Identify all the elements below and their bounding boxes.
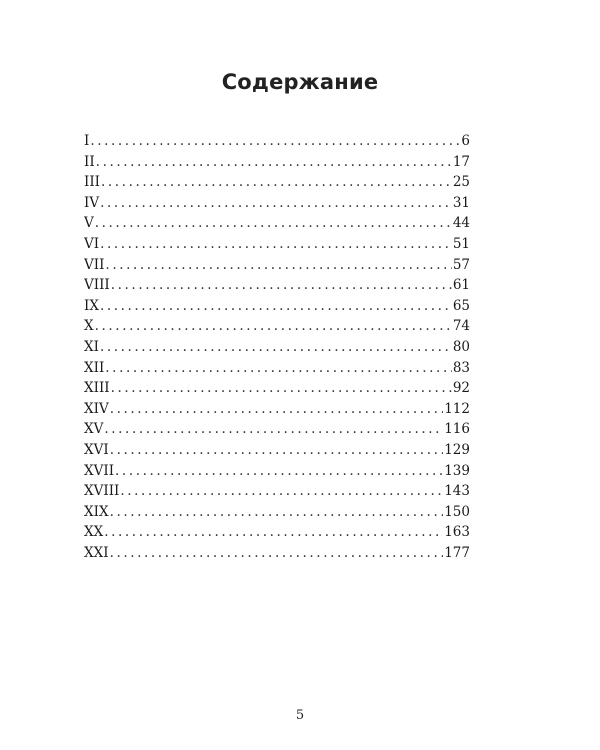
toc-entry-page: 61: [452, 277, 470, 294]
toc-leader: [110, 440, 444, 461]
toc-entry: [84, 481, 470, 502]
toc-leader: [100, 193, 452, 214]
toc-entry-page: 44: [452, 215, 470, 232]
toc-entry: [84, 399, 470, 420]
toc-leader: [90, 131, 460, 152]
toc-entry-label: XIV: [84, 400, 109, 417]
toc-entry: [84, 502, 470, 523]
toc-entry: [84, 522, 470, 543]
toc-entry: [84, 543, 470, 564]
toc-entry-label: X: [84, 318, 94, 335]
toc-leader: [95, 316, 452, 337]
toc-entry: [84, 378, 470, 399]
toc-entry-page: 177: [444, 544, 470, 561]
toc-leader: [115, 461, 443, 482]
page-title: Содержание: [221, 70, 379, 94]
toc-entry-label: XII: [84, 359, 105, 376]
toc-entry-label: VIII: [84, 277, 110, 294]
toc-entry-page: 92: [452, 380, 470, 397]
toc-entry: [84, 193, 470, 214]
toc-entry-page: 65: [452, 297, 470, 314]
toc-entry-label: II: [84, 153, 95, 170]
toc-entry: [84, 172, 470, 193]
toc-entry: [84, 419, 470, 440]
toc-leader: [111, 378, 452, 399]
toc-entry-label: XIX: [84, 503, 109, 520]
toc-leader: [111, 275, 452, 296]
toc-leader: [105, 255, 451, 276]
toc-entry-page: 57: [452, 256, 470, 273]
toc-entry-label: I: [84, 133, 90, 149]
toc-entry-label: XI: [84, 338, 99, 355]
toc-leader: [110, 502, 444, 523]
toc-entry-page: 74: [452, 318, 470, 335]
toc-entry-label: VII: [84, 256, 105, 273]
toc-entry: [84, 296, 470, 317]
toc-entry-page: 129: [444, 441, 470, 458]
toc-entry-label: VI: [84, 235, 100, 252]
toc-entry-label: XVIII: [84, 483, 120, 500]
toc-entry-page: 112: [444, 400, 470, 417]
toc-entry-page: 17: [452, 153, 470, 170]
toc-entry: [84, 255, 470, 276]
toc-leader: [96, 152, 452, 173]
toc-entry: [84, 461, 470, 482]
toc-entry: [84, 213, 470, 234]
toc-entry: [84, 275, 470, 296]
toc-entry: [84, 131, 470, 152]
toc-entry-label: XXI: [84, 544, 109, 561]
toc-leader: [104, 522, 443, 543]
toc-entry-page: 83: [452, 359, 470, 376]
toc-entry-page: 31: [452, 194, 470, 211]
toc-entry: [84, 316, 470, 337]
toc-entry-page: 163: [444, 524, 470, 541]
toc-entry: [84, 234, 470, 255]
toc-leader: [110, 399, 444, 420]
toc-entry-label: XVII: [84, 462, 115, 479]
toc-entry-label: XVI: [84, 441, 109, 458]
toc-entry-page: 80: [452, 338, 470, 355]
toc-entry-page: 150: [444, 503, 470, 520]
toc-leader: [101, 172, 452, 193]
toc-entry-label: XIII: [84, 380, 110, 397]
toc-leader: [95, 213, 452, 234]
toc-entry-page: 116: [444, 421, 470, 438]
toc-entry-label: XX: [84, 524, 104, 541]
toc-entry-page: 6: [461, 133, 470, 149]
toc-leader: [104, 419, 443, 440]
toc-entry: [84, 152, 470, 173]
page-number: 5: [295, 708, 305, 723]
toc-entry-page: 139: [444, 462, 470, 479]
toc-entry-label: XV: [84, 421, 104, 438]
toc-entry-label: V: [84, 215, 94, 232]
toc-leader: [110, 543, 444, 564]
toc-leader: [100, 234, 452, 255]
table-of-contents: [84, 131, 470, 563]
toc-entry-page: 143: [444, 483, 470, 500]
toc-entry-page: 25: [452, 174, 470, 191]
toc-leader: [120, 481, 443, 502]
toc-entry: [84, 440, 470, 461]
toc-leader: [100, 337, 452, 358]
toc-leader: [105, 358, 452, 379]
toc-entry-label: IX: [84, 297, 99, 314]
toc-entry-label: III: [84, 174, 100, 191]
toc-entry-page: 51: [452, 235, 470, 252]
toc-entry: [84, 358, 470, 379]
toc-entry: [84, 337, 470, 358]
toc-leader: [100, 296, 452, 317]
toc-entry-label: IV: [84, 194, 100, 211]
